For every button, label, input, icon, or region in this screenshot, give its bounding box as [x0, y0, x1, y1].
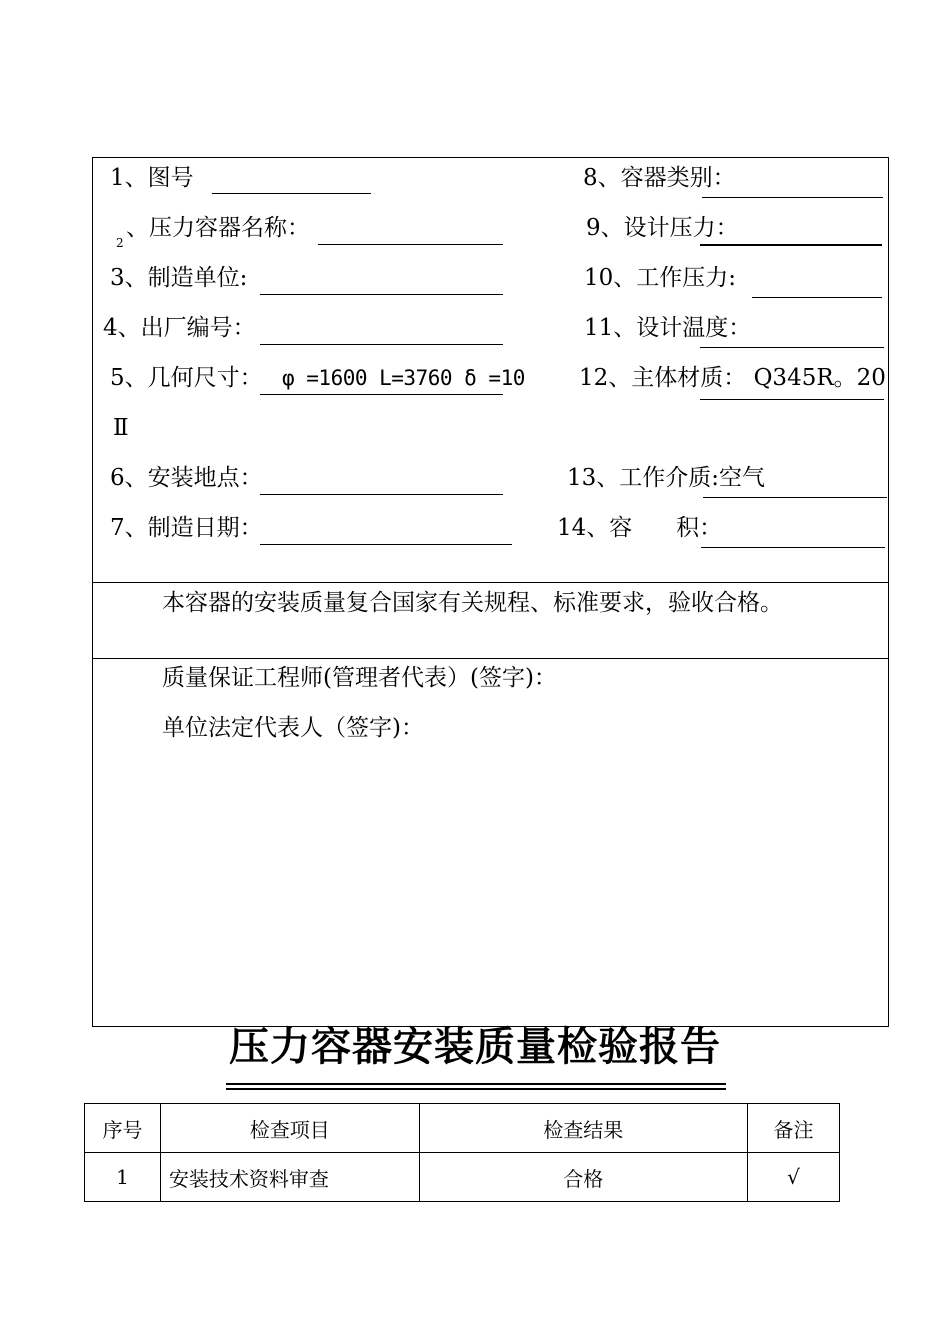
- field-category-underline[interactable]: [702, 197, 883, 198]
- header-item: 检查项目: [160, 1104, 419, 1153]
- field-mfg-date-underline[interactable]: [260, 544, 512, 545]
- field-medium-underline[interactable]: [703, 497, 887, 498]
- header-remark: 备注: [748, 1104, 840, 1153]
- field-main-material-label: 12、主体材质： Q345R。20: [579, 365, 886, 391]
- field-mfg-date-label: 7、制造日期：: [110, 515, 263, 541]
- field-vessel-name-underline[interactable]: [318, 244, 503, 245]
- field-drawing-no-label: 1、图号: [110, 165, 194, 191]
- field-install-site-underline[interactable]: [260, 494, 503, 495]
- table-row: [85, 1153, 840, 1202]
- field-category-label: 8、容器类别：: [583, 165, 736, 191]
- field-volume-label: 14、容 积：: [557, 515, 723, 541]
- field-drawing-no-underline[interactable]: [212, 193, 371, 194]
- legal-rep-signature-label: 单位法定代表人（签字)：: [162, 715, 424, 741]
- title-underline-top: [226, 1083, 726, 1085]
- field-work-pressure-label: 10、工作压力:: [584, 265, 737, 291]
- cell-remark-check: √: [748, 1153, 840, 1202]
- qa-engineer-signature-label: 质量保证工程师(管理者代表）(签字)：: [162, 665, 557, 691]
- inspection-table: [84, 1103, 840, 1202]
- title-underline-bottom: [226, 1088, 726, 1090]
- field-serial-no-underline[interactable]: [260, 344, 503, 345]
- field-design-pressure-label: 9、设计压力：: [586, 215, 739, 241]
- field-vessel-name-label: 、压力容器名称：: [126, 215, 310, 241]
- report-title: 压力容器安装质量检验报告: [229, 1023, 721, 1070]
- field-manufacturer-underline[interactable]: [260, 294, 503, 295]
- field-dimensions-value: φ =1600 L=3760 δ =10: [282, 366, 525, 390]
- acceptance-conclusion: 本容器的安装质量复合国家有关规程、标准要求，验收合格。: [162, 590, 783, 616]
- field-dimensions-underline[interactable]: [260, 394, 503, 395]
- field-design-temp-underline[interactable]: [700, 347, 884, 348]
- header-result: 检查结果: [419, 1104, 748, 1153]
- cell-item: 安装技术资料审查: [160, 1153, 419, 1202]
- field-main-material-underline[interactable]: [700, 399, 884, 400]
- cell-seq: 1: [85, 1153, 161, 1202]
- field-medium-label: 13、工作介质:空气: [567, 465, 766, 491]
- field-work-pressure-underline[interactable]: [752, 297, 882, 298]
- cell-result: 合格: [419, 1153, 748, 1202]
- field-vessel-name-num: 2: [116, 236, 124, 250]
- field-volume-underline[interactable]: [701, 547, 885, 548]
- section-divider: [93, 658, 888, 659]
- field-material-continuation: Ⅱ: [113, 415, 129, 441]
- field-dimensions-label: 5、几何尺寸：: [110, 365, 263, 391]
- header-seq: 序号: [85, 1104, 161, 1153]
- field-manufacturer-label: 3、制造单位:: [110, 265, 248, 291]
- field-design-temp-label: 11、设计温度：: [584, 315, 752, 341]
- section-divider: [93, 582, 888, 583]
- field-install-site-label: 6、安装地点：: [110, 465, 263, 491]
- field-serial-no-label: 4、出厂编号：: [103, 315, 256, 341]
- field-design-pressure-underline[interactable]: [700, 244, 882, 246]
- table-header-row: [85, 1104, 840, 1153]
